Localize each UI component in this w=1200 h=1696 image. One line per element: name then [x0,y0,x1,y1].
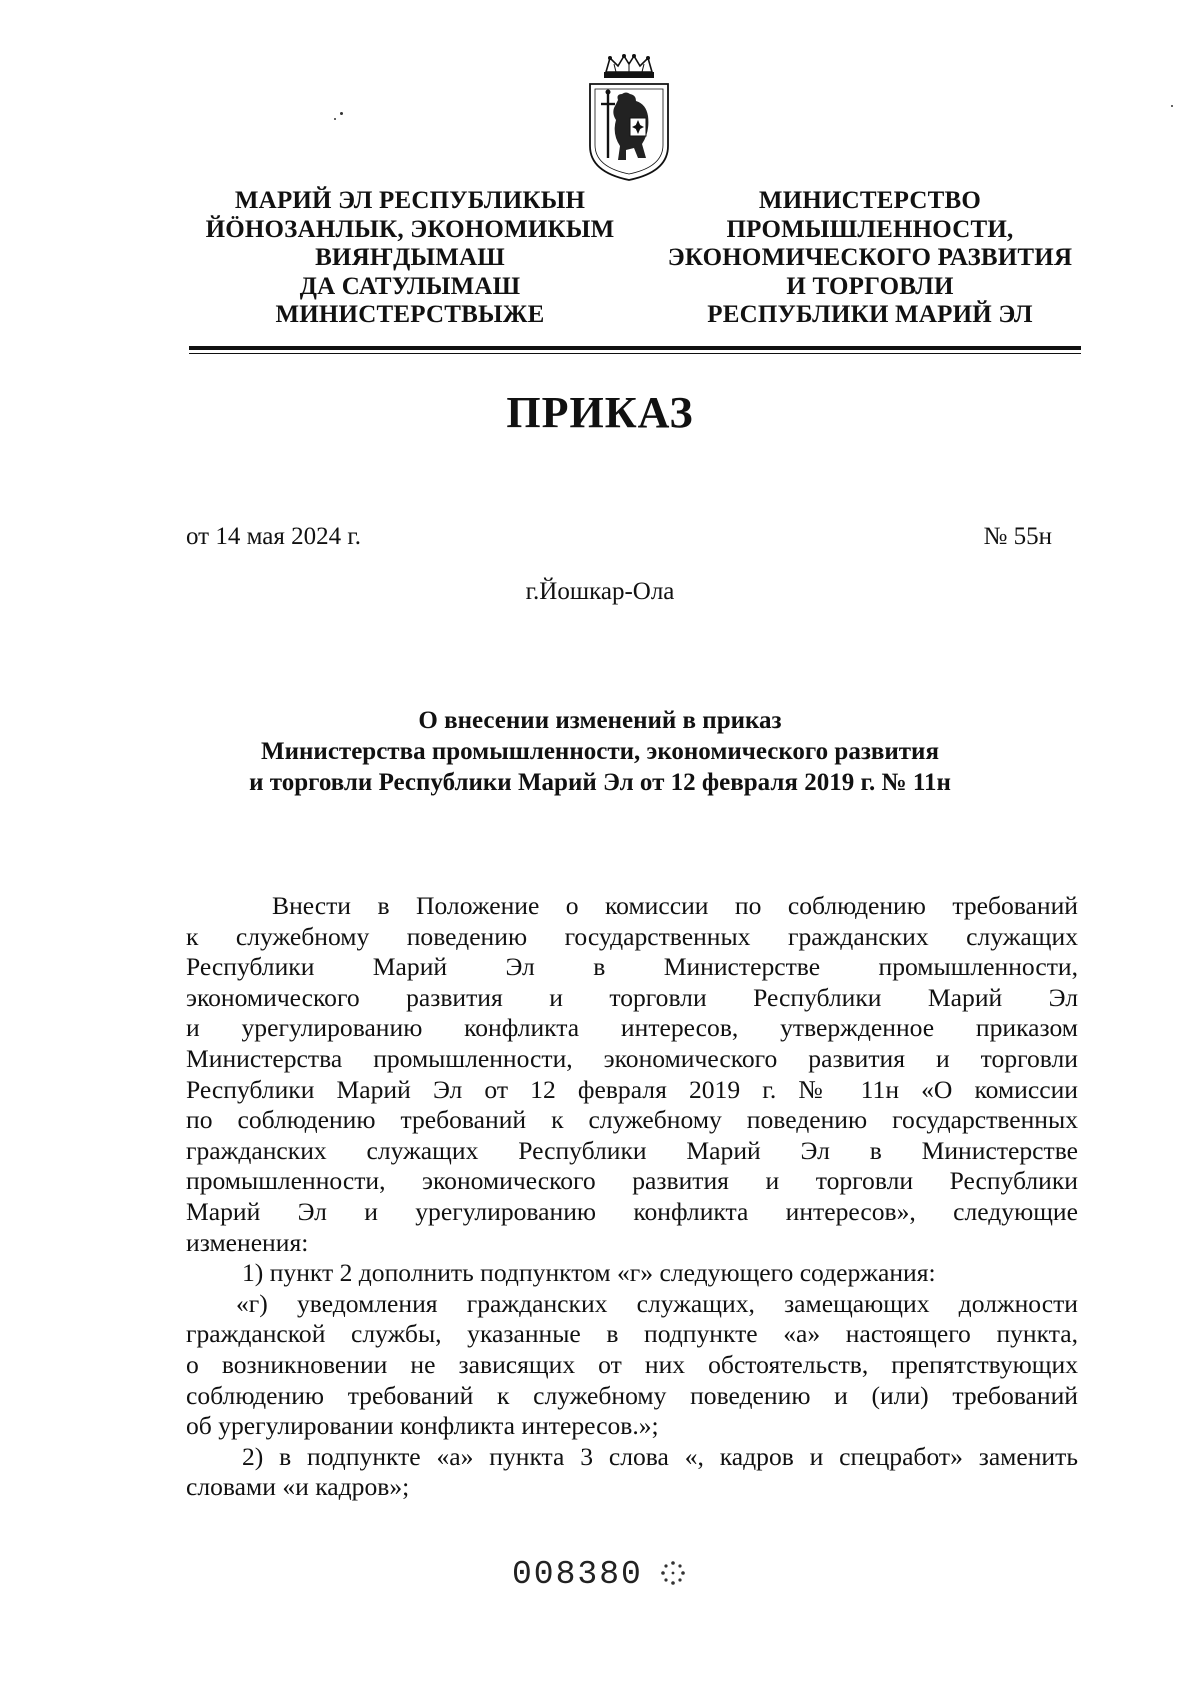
subject-line: О внесении изменений в приказ [418,707,782,734]
scan-speck [340,112,343,115]
coat-of-arms-icon [586,54,672,182]
body-line: гражданских служащих Республики Марий Эл в Министерстве [186,1135,1078,1165]
scan-speck [1171,105,1173,107]
body-line: Внести в Положение о комиссии по соблюдению требований [272,891,1078,920]
body-line: 1) пункт 2 дополнить подпунктом «г» следующего содержания: [242,1258,936,1288]
subject-line: Министерства промышленности, экономического развития [261,738,939,765]
body-line: соблюдению требований к служебному поведению и (или) требований [186,1380,1078,1410]
form-serial-number: 008380 [512,1556,643,1593]
header-divider-thin [189,353,1081,354]
document-date: от 14 мая 2024 г. [186,523,362,550]
body-line: об урегулировании конфликта интересов.»; [186,1411,659,1441]
header-divider-thick [189,346,1081,350]
header-left-line: ДА САТУЛЫМАШ [299,272,521,300]
header-left-line: ЙӦНОЗАНЛЫК, ЭКОНОМИКЫМ [205,215,615,243]
body-line: Министерства промышленности, экономического развития и торговли [186,1043,1078,1073]
header-left-line: МИНИСТЕРСТВЫЖЕ [275,301,545,328]
body-line: изменения: [186,1227,309,1257]
body-line: о возникновении не зависящих от них обстоятельств, препятствующих [186,1349,1078,1379]
header-left-line: МАРИЙ ЭЛ РЕСПУБЛИКЫН [234,187,586,214]
header-right-line: РЕСПУБЛИКИ МАРИЙ ЭЛ [707,301,1033,328]
header-left-line: ВИЯҤДЫМАШ [315,244,505,271]
body-line: 2) в подпункте «а» пункта 3 слова «, кадров и спецработ» заменить [242,1441,1078,1471]
document-city: г.Йошкар-Ола [525,578,675,605]
body-line: Марий Эл и урегулированию конфликта интересов», следующие [186,1196,1078,1226]
scan-speck [334,118,336,120]
body-line: Республики Марий Эл в Министерстве промышленности, [186,952,1078,982]
asterisk-stamp-icon [658,1558,688,1588]
header-right-line: И ТОРГОВЛИ [786,272,954,300]
document-title: ПРИКАЗ [506,388,694,437]
header-left-marii [175,187,645,330]
body-line: к служебному поведению государственных гражданских служащих [186,921,1078,951]
header-right-line: МИНИСТЕРСТВО [758,187,982,214]
header-right-line: ЭКОНОМИЧЕСКОГО РАЗВИТИЯ [667,244,1073,271]
document-subject [0,705,1200,798]
header-right-russian [640,187,1100,330]
body-line: экономического развития и торговли Республики Марий Эл [186,982,1078,1012]
subject-line: и торговли Республики Марий Эл от 12 февраля 2019 г. № 11н [249,769,951,796]
body-line: промышленности, экономического развития и торговли Республики [186,1166,1078,1196]
document-number: № 55н [983,523,1052,550]
body-line: словами «и кадров»; [186,1472,410,1502]
document-body [186,891,1078,1503]
body-line: по соблюдению требований к служебному поведению государственных [186,1105,1078,1135]
body-line: и урегулированию конфликта интересов, утвержденное приказом [186,1013,1078,1043]
body-line: «г) уведомления гражданских служащих, замещающих должности [236,1288,1078,1318]
body-line: гражданской службы, указанные в подпункте «а» настоящего пункта, [186,1319,1078,1349]
header-right-line: ПРОМЫШЛЕННОСТИ, [726,215,1014,243]
body-line: Республики Марий Эл от 12 февраля 2019 г. № 11н «О комиссии [186,1074,1078,1104]
